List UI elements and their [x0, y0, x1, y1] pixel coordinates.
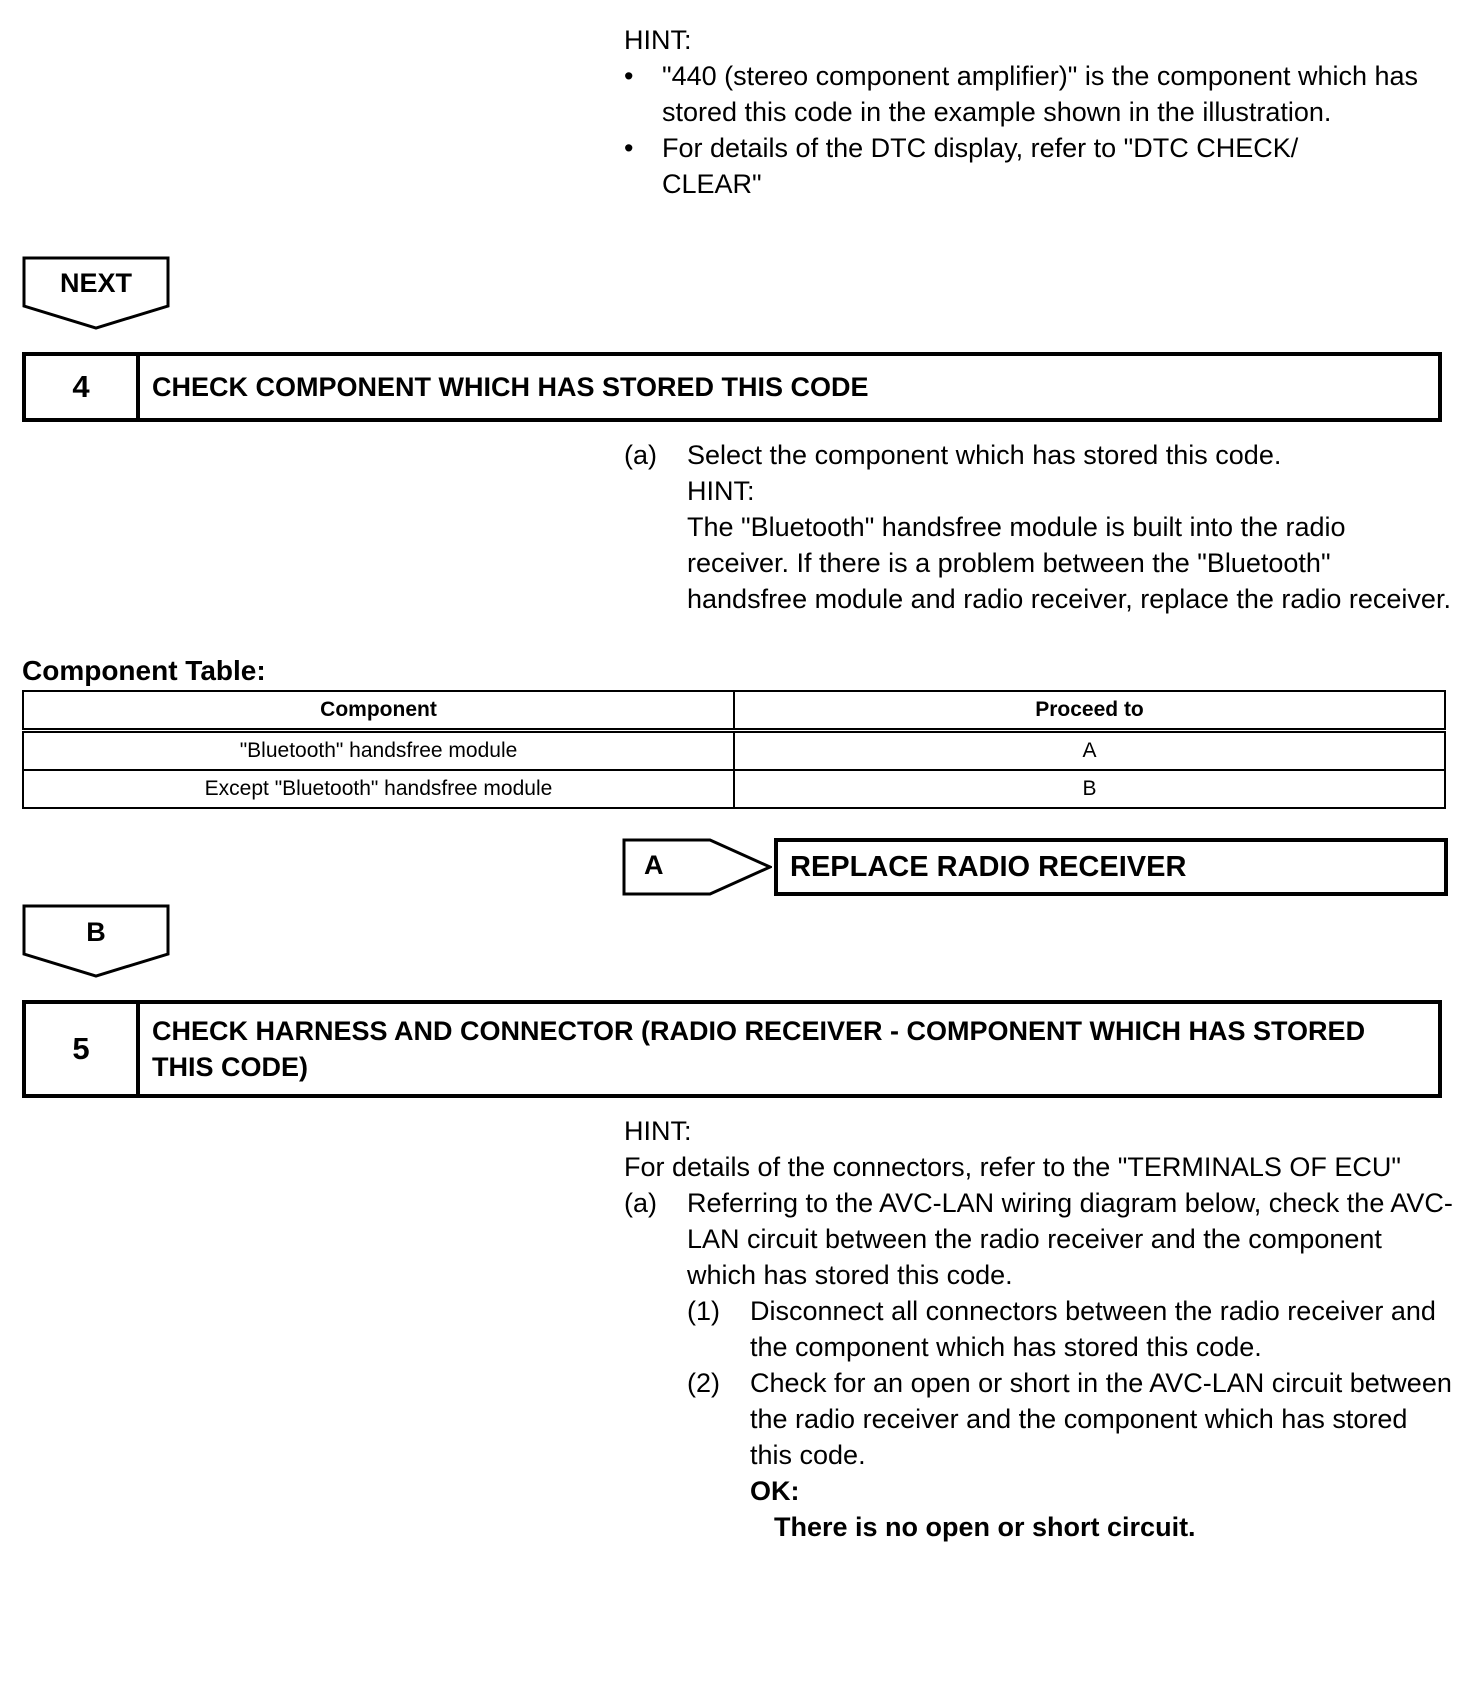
- table-cell: B: [734, 770, 1445, 808]
- branch-b-label: B: [86, 917, 106, 947]
- step-title: CHECK COMPONENT WHICH HAS STORED THIS CODE: [152, 372, 869, 402]
- substep-text: Check for an open or short in the AVC-LAN circuit between the radio receiver and the component which has stored this code.: [750, 1368, 1452, 1470]
- substep: [687, 1293, 1454, 1365]
- table-cell: "Bluetooth" handsfree module: [23, 731, 734, 771]
- column-header: Proceed to: [734, 691, 1445, 731]
- item-marker: (a): [624, 1188, 657, 1218]
- hint-text: The "Bluetooth" handsfree module is built into the radio receiver. If there is a problem between the "Bluetooth" handsfree module and radio receiver, replace the radio receiver.: [687, 512, 1451, 614]
- hint-label: HINT:: [687, 476, 755, 506]
- hint-text: For details of the connectors, refer to the "TERMINALS OF ECU": [624, 1152, 1401, 1182]
- substep-marker: (2): [687, 1368, 720, 1398]
- table-row: [23, 731, 1445, 771]
- ok-text: There is no open or short circuit.: [774, 1512, 1196, 1542]
- hint-bullet-text: "440 (stereo component amplifier)" is the component which has stored this code in the example shown in the illustration.: [662, 61, 1419, 127]
- table-header-row: [23, 691, 1445, 731]
- table-cell: A: [734, 731, 1445, 771]
- column-header: Component: [23, 691, 734, 731]
- branch-a-label: A: [644, 850, 664, 880]
- replace-action-box: REPLACE RADIO RECEIVER: [774, 838, 1448, 896]
- hint-label: HINT:: [624, 25, 692, 55]
- step-number: 5: [26, 1004, 140, 1094]
- table-caption: Component Table:: [22, 655, 266, 686]
- substep: [687, 1365, 1454, 1545]
- item-text: Referring to the AVC-LAN wiring diagram below, check the AVC-LAN circuit between the radio receiver and the component which has stored this code.: [687, 1188, 1453, 1290]
- hint-bullet-text: For details of the DTC display, refer to "DTC CHECK/ CLEAR": [662, 133, 1299, 199]
- hint-label: HINT:: [624, 1116, 692, 1146]
- table-row: [23, 770, 1445, 808]
- table-cell: Except "Bluetooth" handsfree module: [23, 770, 734, 808]
- next-arrow-label: NEXT: [59, 268, 132, 298]
- hint-block-1: [624, 22, 1444, 202]
- item-text: Select the component which has stored this code.: [687, 440, 1282, 470]
- step-5-item: [624, 1185, 1454, 1545]
- substep-marker: (1): [687, 1296, 720, 1326]
- step-5-body: [624, 1113, 1454, 1545]
- substep-text: Disconnect all connectors between the radio receiver and the component which has stored this code.: [750, 1296, 1436, 1362]
- hint-bullet: [624, 130, 1444, 202]
- item-content: [687, 1185, 1454, 1545]
- step-title: CHECK HARNESS AND CONNECTOR (RADIO RECEIVER - COMPONENT WHICH HAS STORED THIS CODE): [152, 1016, 1366, 1082]
- step-number: 4: [26, 356, 140, 418]
- bullet-marker: •: [624, 61, 634, 91]
- item-marker: (a): [624, 440, 657, 470]
- bullet-marker: •: [624, 133, 634, 163]
- step-4-item: [624, 437, 1454, 617]
- step-4-header: [22, 352, 1442, 422]
- hint-bullet: [624, 58, 1444, 130]
- substep-content: [750, 1365, 1454, 1545]
- step-5-header: [22, 1000, 1442, 1098]
- step-4-body: [624, 437, 1454, 617]
- component-table: [22, 690, 1446, 809]
- ok-label: OK:: [750, 1476, 800, 1506]
- item-content: [687, 437, 1454, 617]
